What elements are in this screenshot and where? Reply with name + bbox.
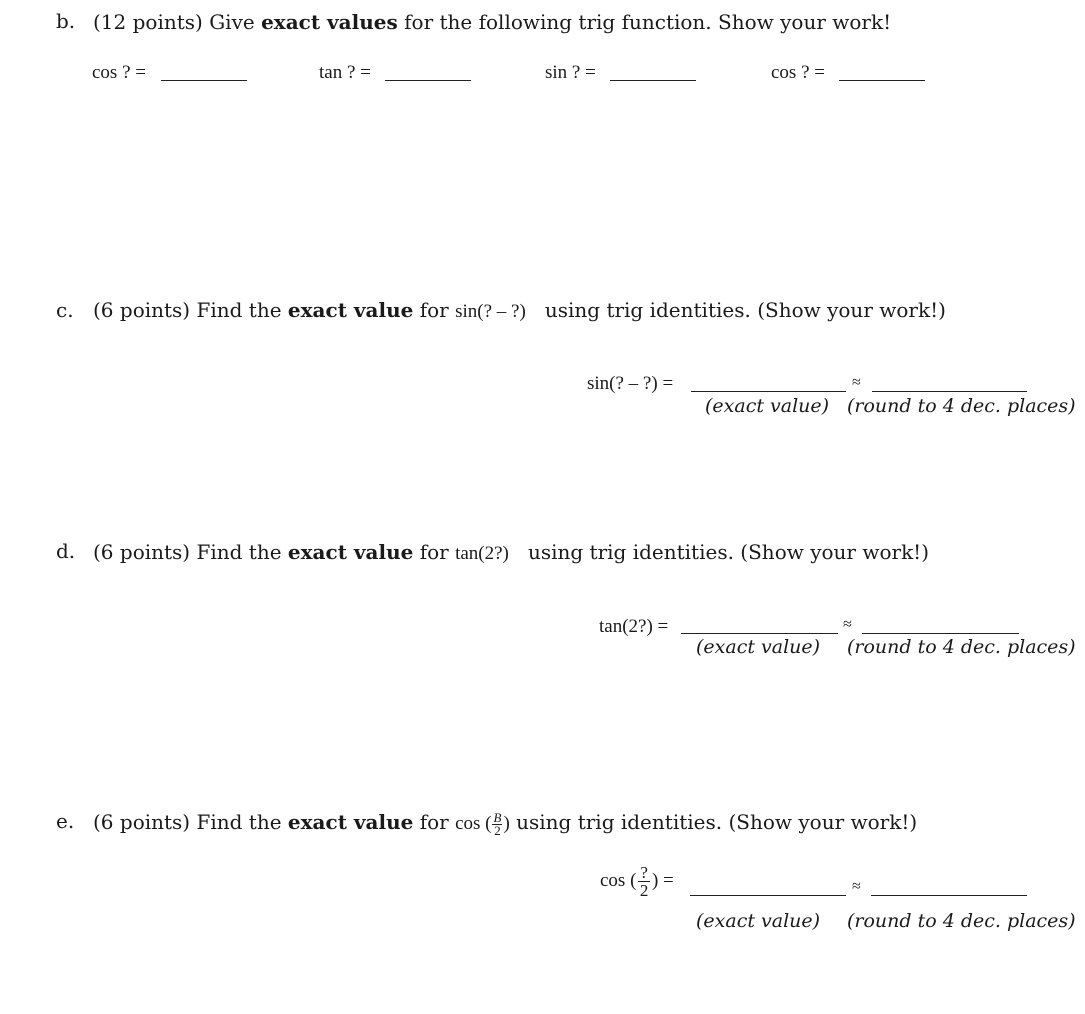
part-e-expr-numerator: B	[493, 810, 502, 826]
part-e-round-caption: (round to 4 dec. places)	[847, 910, 1076, 932]
part-c-bold: exact value	[287, 298, 414, 322]
part-b-question	[93, 10, 891, 34]
part-c-label: c.	[56, 298, 74, 322]
part-b-bold: exact values	[261, 10, 398, 34]
part-b-points: (12 points) Give	[93, 10, 255, 34]
part-d-round-caption: (round to 4 dec. places)	[847, 636, 1076, 658]
part-e-approx-sign: ≈	[852, 878, 861, 895]
part-e-expr-func: cos	[455, 813, 481, 834]
answer-tan-blank[interactable]	[385, 80, 471, 81]
part-e-answer-fraction	[638, 864, 650, 899]
part-d-exact-caption: (exact value)	[696, 636, 821, 658]
part-d-expression: tan(2?)	[455, 543, 509, 564]
part-c-answer-lhs: sin(? – ?) =	[587, 373, 674, 394]
part-d-for: for	[419, 540, 449, 564]
part-c-round-caption: (round to 4 dec. places)	[847, 395, 1076, 417]
answer-cos-2-label: cos ? =	[771, 62, 825, 83]
part-e-points: (6 points) Find the	[93, 810, 282, 834]
part-d-bold: exact value	[287, 540, 414, 564]
part-e-label: e.	[56, 809, 75, 833]
part-e-answer-lhs: cos ( ? 2 ) =	[600, 863, 674, 900]
part-c-for: for	[419, 298, 449, 322]
part-c-points: (6 points) Find the	[93, 298, 282, 322]
part-c-exact-blank[interactable]	[691, 391, 846, 392]
part-b-label: b.	[56, 9, 76, 33]
part-d-approx-sign: ≈	[843, 616, 852, 633]
part-d-rounded-blank[interactable]	[862, 633, 1019, 634]
part-b-rest: for the following trig function. Show your work!	[404, 10, 892, 34]
part-e-answer-equals: =	[663, 869, 674, 891]
part-c-rest: using trig identities. (Show your work!)	[544, 298, 946, 322]
part-e-expr-denominator: 2	[494, 823, 501, 839]
part-c-question	[93, 298, 946, 323]
part-e-answer-denominator: 2	[639, 881, 649, 900]
part-d-label: d.	[56, 539, 76, 563]
part-e-expr-fraction	[492, 812, 502, 837]
part-e-question	[93, 810, 917, 837]
answer-sin-blank[interactable]	[610, 80, 696, 81]
part-d-question	[93, 540, 929, 565]
part-d-rest: using trig identities. (Show your work!)	[527, 540, 930, 564]
part-e-rest: using trig identities. (Show your work!)	[516, 810, 918, 834]
part-e-exact-caption: (exact value)	[696, 910, 821, 932]
part-c-approx-sign: ≈	[852, 374, 861, 391]
part-e-answer-numerator: ?	[640, 863, 648, 882]
part-e-expression: cos ( $\frac{B}{2}$ )	[455, 810, 510, 839]
part-d-exact-blank[interactable]	[681, 633, 838, 634]
part-e-exact-blank[interactable]	[690, 895, 846, 896]
part-e-bold: exact value	[287, 810, 414, 834]
answer-cos-1-blank[interactable]	[161, 80, 247, 81]
part-c-rounded-blank[interactable]	[872, 391, 1027, 392]
answer-cos-1-label: cos ? =	[92, 62, 146, 83]
answer-tan-label: tan ? =	[319, 62, 371, 83]
answer-cos-2-blank[interactable]	[839, 80, 925, 81]
part-d-points: (6 points) Find the	[93, 540, 282, 564]
part-c-expression: sin(? – ?)	[455, 301, 526, 322]
part-e-answer-func: cos	[600, 869, 626, 891]
part-e-for: for	[419, 810, 449, 834]
part-d-answer-lhs: tan(2?) =	[599, 616, 669, 637]
answer-sin-label: sin ? =	[545, 62, 596, 83]
part-c-exact-caption: (exact value)	[705, 395, 830, 417]
part-e-rounded-blank[interactable]	[871, 895, 1027, 896]
